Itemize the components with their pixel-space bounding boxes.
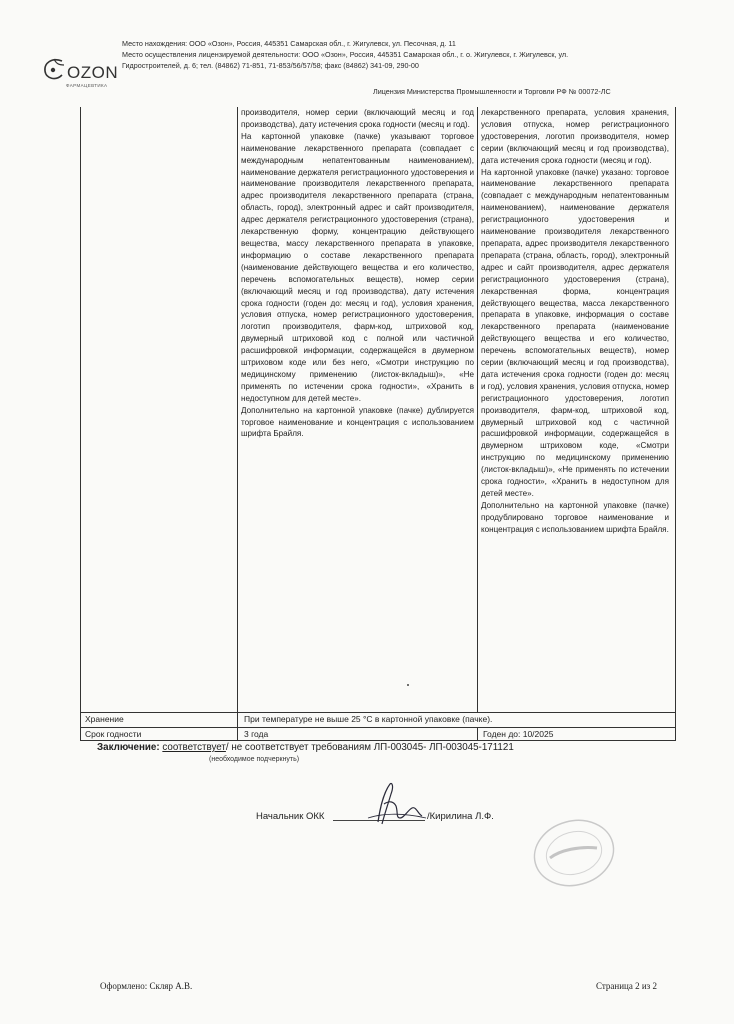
storage-label: Хранение [85,714,124,724]
scan-speck [407,684,409,686]
address-line: Место осуществления лицензируемой деятельности: ООО «Озон», Россия, 445351 Самарская обл., г. о. Жигулевск, г. Жигулевск, ул. [122,50,569,59]
specification-table [80,107,676,741]
conclusion-note: (необходимое подчеркнуть) [209,756,300,763]
shelf-life-label: Срок годности [85,729,142,739]
paragraph: Дополнительно на картонной упаковке (пачке) дублируется торговое наименование и концентрация с использованием шрифта Брайля. [241,405,474,439]
conclusion-complies: соответствует [162,742,226,753]
faint-stamp [525,812,623,894]
paragraph: На картонной упаковке (пачке) указано: торговое наименование лекарственного препарата (совпадает с международным непатентованным наименованием), наименование держателя регистрационного удостоверения и наименование производителя лекарственного препарата, адрес производителя лекарственного препарата (страна, область, город), электронный адрес и сайт производителя, адрес держателя регистрационного удостоверения (страна), лекарственная форма, концентрация действующего вещества, масса лекарственного препарата в упаковке, информация о составе лекарственного препарата (наименование действующего вещества и его количество, перечень вспомогательных веществ), номер серии (включающий месяц и год производства), дата истечения срока годности (годен до: месяц и год), условия хранения, условия отпуска, номер регистрационного удостоверения, логотип производителя, фарм-код, штриховой код, двумерный штриховой код с частичной расшифровкой информации, содержащейся в двумерном штриховом коде, «Смотри инструкцию по медицинскому применению (листок-вкладыш)», «Не применять по истечении срока годности», «Хранить в недоступном для детей месте». [481,167,669,498]
storage-value: При температуре не выше 25 °С в картонной упаковке (пачке). [244,714,493,724]
paragraph: Дополнительно на картонной упаковке (пачке) продублировано торговое наименование и концентрация с использованием шрифта Брайля. [481,500,669,534]
result-text-column [481,107,669,536]
address-line: Гидростроителей, д. 6; тел. (84862) 71-851, 71-853/56/57/58; факс (84862) 341-09, 290-00 [122,61,419,70]
conclusion [97,742,514,753]
conclusion-label: Заключение: [97,742,160,753]
paragraph: лекарственного препарата, условия хранения, условия отпуска, номер регистрационного удостоверения, логотип производителя, номер серии (включающий месяц и год производства), дата истечения срока годности (месяц и год). [481,108,669,165]
page-number: Страница 2 из 2 [596,981,657,991]
ozon-swirl-icon [40,55,70,85]
conclusion-rest: / не соответствует требованиям ЛП-003045- ЛП-003045-171121 [225,742,514,753]
paragraph: производителя, номер серии (включающий месяц и год производства), дату истечения срока годности (месяц и год). [241,108,474,129]
signatory-name: /Кирилина Л.Ф. [427,811,494,822]
shelf-life-result: Годен до: 10/2025 [483,729,554,739]
address-line: Место нахождения: ООО «Озон», Россия, 445351 Самарская обл., г. Жигулевск, ул. Песочная, д. 11 [122,39,456,48]
paragraph: На картонной упаковке (пачке) указывают торговое наименование лекарственного препарата (совпадает с международным непатентованным наименованием), наименование держателя регистрационного удостоверения и наименование производителя лекарственного препарата, адрес производителя лекарственного препарата (страна, область, город), электронный адрес и сайт производителя, адрес держателя регистрационного удостоверения (страна), лекарственную форму, концентрацию действующего вещества, массу лекарственного препарата в упаковке, информацию о составе лекарственного препарата (наименование действующего вещества и его количество, перечень вспомогательных веществ), номер серии (включающий месяц и год производства), дату истечения срока годности (годен до: месяц и год), условия хранения, условия отпуска, номер регистрационного удостоверения, логотип производителя, фарм-код, штриховой код, двумерный штриховой код с полной или частичной расшифровкой информации, содержащейся в двумерном штриховом коде или без него, «Смотри инструкцию по медицинскому применению (листок-вкладыш)», «Не применять по истечении срока годности», «Хранить в недоступном для детей месте». [241,131,474,403]
license-line: Лицензия Министерства Промышленности и Торговли РФ № 00072-ЛС [373,87,611,96]
requirement-text-column [241,107,474,440]
handwritten-signature [360,778,430,830]
company-logo [40,55,120,93]
prepared-by: Оформлено: Скляр А.В. [100,981,193,991]
signatory-role: Начальник ОКК [256,811,325,822]
logo-subtext: ФАРМАЦЕВТИКА [66,83,108,88]
logo-text: OZON [67,63,119,82]
shelf-life-value: 3 года [244,729,269,739]
company-address-block [122,38,702,71]
